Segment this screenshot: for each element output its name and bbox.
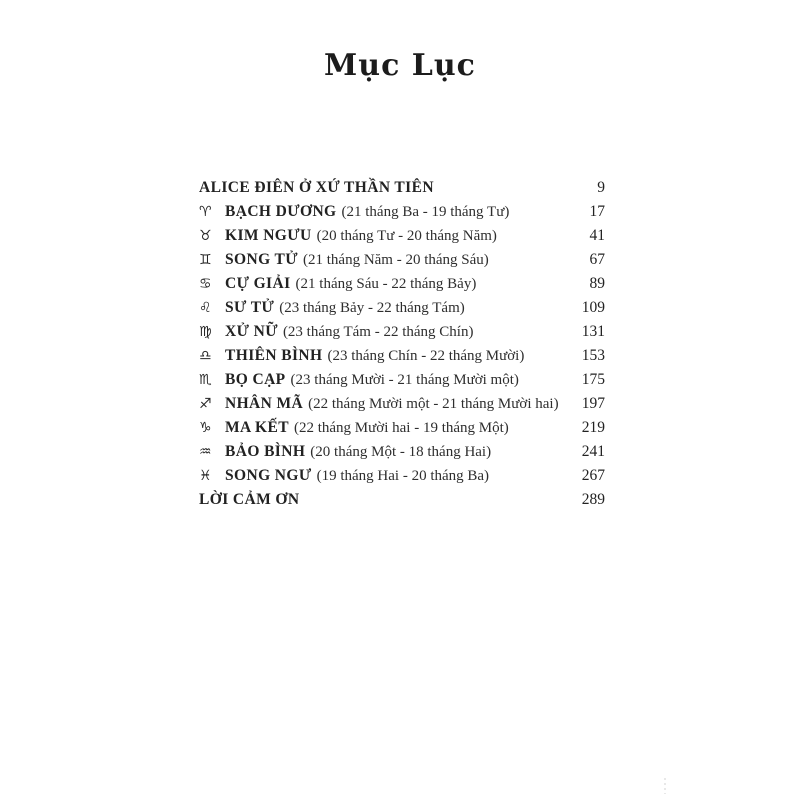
toc-entry-page-number: 9: [597, 179, 605, 196]
toc-entry-page-number: 131: [581, 323, 605, 340]
virgo-icon: ♍: [199, 324, 212, 340]
toc-entry-daterange: (22 tháng Mười hai - 19 tháng Một): [293, 420, 509, 436]
toc-entry-title: BẠCH DƯƠNG: [225, 203, 337, 220]
toc-entry: [199, 272, 605, 296]
toc-entry-title: SƯ TỬ: [225, 299, 275, 316]
toc-entry-daterange: (20 tháng Tư - 20 tháng Năm): [316, 228, 497, 244]
toc-entry-page-number: 41: [589, 227, 605, 244]
toc-entry-page-number: 89: [589, 275, 605, 292]
scorpio-icon: ♏: [199, 372, 212, 388]
toc-entry: [199, 368, 605, 392]
toc-entry-title: NHÂN MÃ: [225, 395, 304, 412]
toc-entry: [199, 392, 605, 416]
toc-entry-daterange: (22 tháng Mười một - 21 tháng Mười hai): [308, 396, 559, 412]
toc-entry: [199, 176, 605, 200]
page-title: Mục Lục: [324, 48, 476, 83]
toc-entry-daterange: (23 tháng Chín - 22 tháng Mười): [327, 348, 525, 364]
toc-list: [199, 176, 605, 512]
toc-entry: [199, 320, 605, 344]
toc-entry-title: XỬ NỮ: [225, 323, 278, 340]
toc-entry: [199, 488, 605, 512]
toc-entry-title: LỜI CẢM ƠN: [199, 491, 300, 508]
capricorn-icon: ♑: [199, 420, 212, 436]
toc-entry-title: BẢO BÌNH: [225, 443, 306, 460]
toc-entry-daterange: (23 tháng Bảy - 22 tháng Tám): [279, 300, 465, 316]
toc-entry-page-number: 219: [581, 419, 605, 436]
toc-entry-daterange: (23 tháng Tám - 22 tháng Chín): [282, 324, 474, 340]
toc-entry-page-number: 241: [581, 443, 605, 460]
toc-entry-title: SONG TỬ: [225, 251, 298, 268]
toc-entry-title: BỌ CẠP: [225, 371, 286, 388]
toc-entry-daterange: (19 tháng Hai - 20 tháng Ba): [316, 468, 490, 484]
pisces-icon: ♓: [199, 468, 212, 484]
taurus-icon: ♉: [199, 228, 212, 244]
leo-icon: ♌: [199, 300, 212, 316]
toc-entry-page-number: 153: [581, 347, 605, 364]
toc-entry: [199, 200, 605, 224]
toc-entry-page-number: 175: [581, 371, 605, 388]
libra-icon: ♎: [199, 348, 212, 364]
scan-artifact: [664, 778, 666, 794]
cancer-icon: ♋: [199, 276, 212, 292]
toc-entry-daterange: (21 tháng Sáu - 22 tháng Bảy): [295, 276, 477, 292]
toc-entry-title: THIÊN BÌNH: [225, 347, 323, 364]
toc-entry-page-number: 289: [581, 491, 605, 508]
toc-entry-page-number: 197: [581, 395, 605, 412]
toc-entry-title: ALICE ĐIÊN Ở XỨ THẦN TIÊN: [199, 179, 434, 196]
gemini-icon: ♊: [199, 252, 212, 268]
toc-entry-daterange: (21 tháng Năm - 20 tháng Sáu): [303, 252, 489, 268]
toc-entry-daterange: (21 tháng Ba - 19 tháng Tư): [341, 204, 510, 220]
toc-entry: [199, 440, 605, 464]
aquarius-icon: ♒: [199, 444, 212, 460]
toc-entry-title: MA KẾT: [225, 419, 289, 436]
toc-entry-page-number: 109: [581, 299, 605, 316]
toc-entry: [199, 344, 605, 368]
toc-entry: [199, 464, 605, 488]
toc-entry-title: SONG NGƯ: [225, 467, 312, 484]
toc-entry-daterange: (20 tháng Một - 18 tháng Hai): [310, 444, 492, 460]
toc-entry: [199, 224, 605, 248]
toc-entry-page-number: 17: [589, 203, 605, 220]
toc-entry-page-number: 67: [589, 251, 605, 268]
sagittarius-icon: ♐: [199, 396, 212, 412]
toc-entry: [199, 296, 605, 320]
toc-entry: [199, 416, 605, 440]
toc-entry-title: KIM NGƯU: [225, 227, 312, 244]
toc-entry-title: CỰ GIẢI: [225, 275, 291, 292]
aries-icon: ♈: [199, 204, 212, 220]
toc-entry-page-number: 267: [581, 467, 605, 484]
toc-entry: [199, 248, 605, 272]
toc-entry-daterange: (23 tháng Mười - 21 tháng Mười một): [290, 372, 519, 388]
